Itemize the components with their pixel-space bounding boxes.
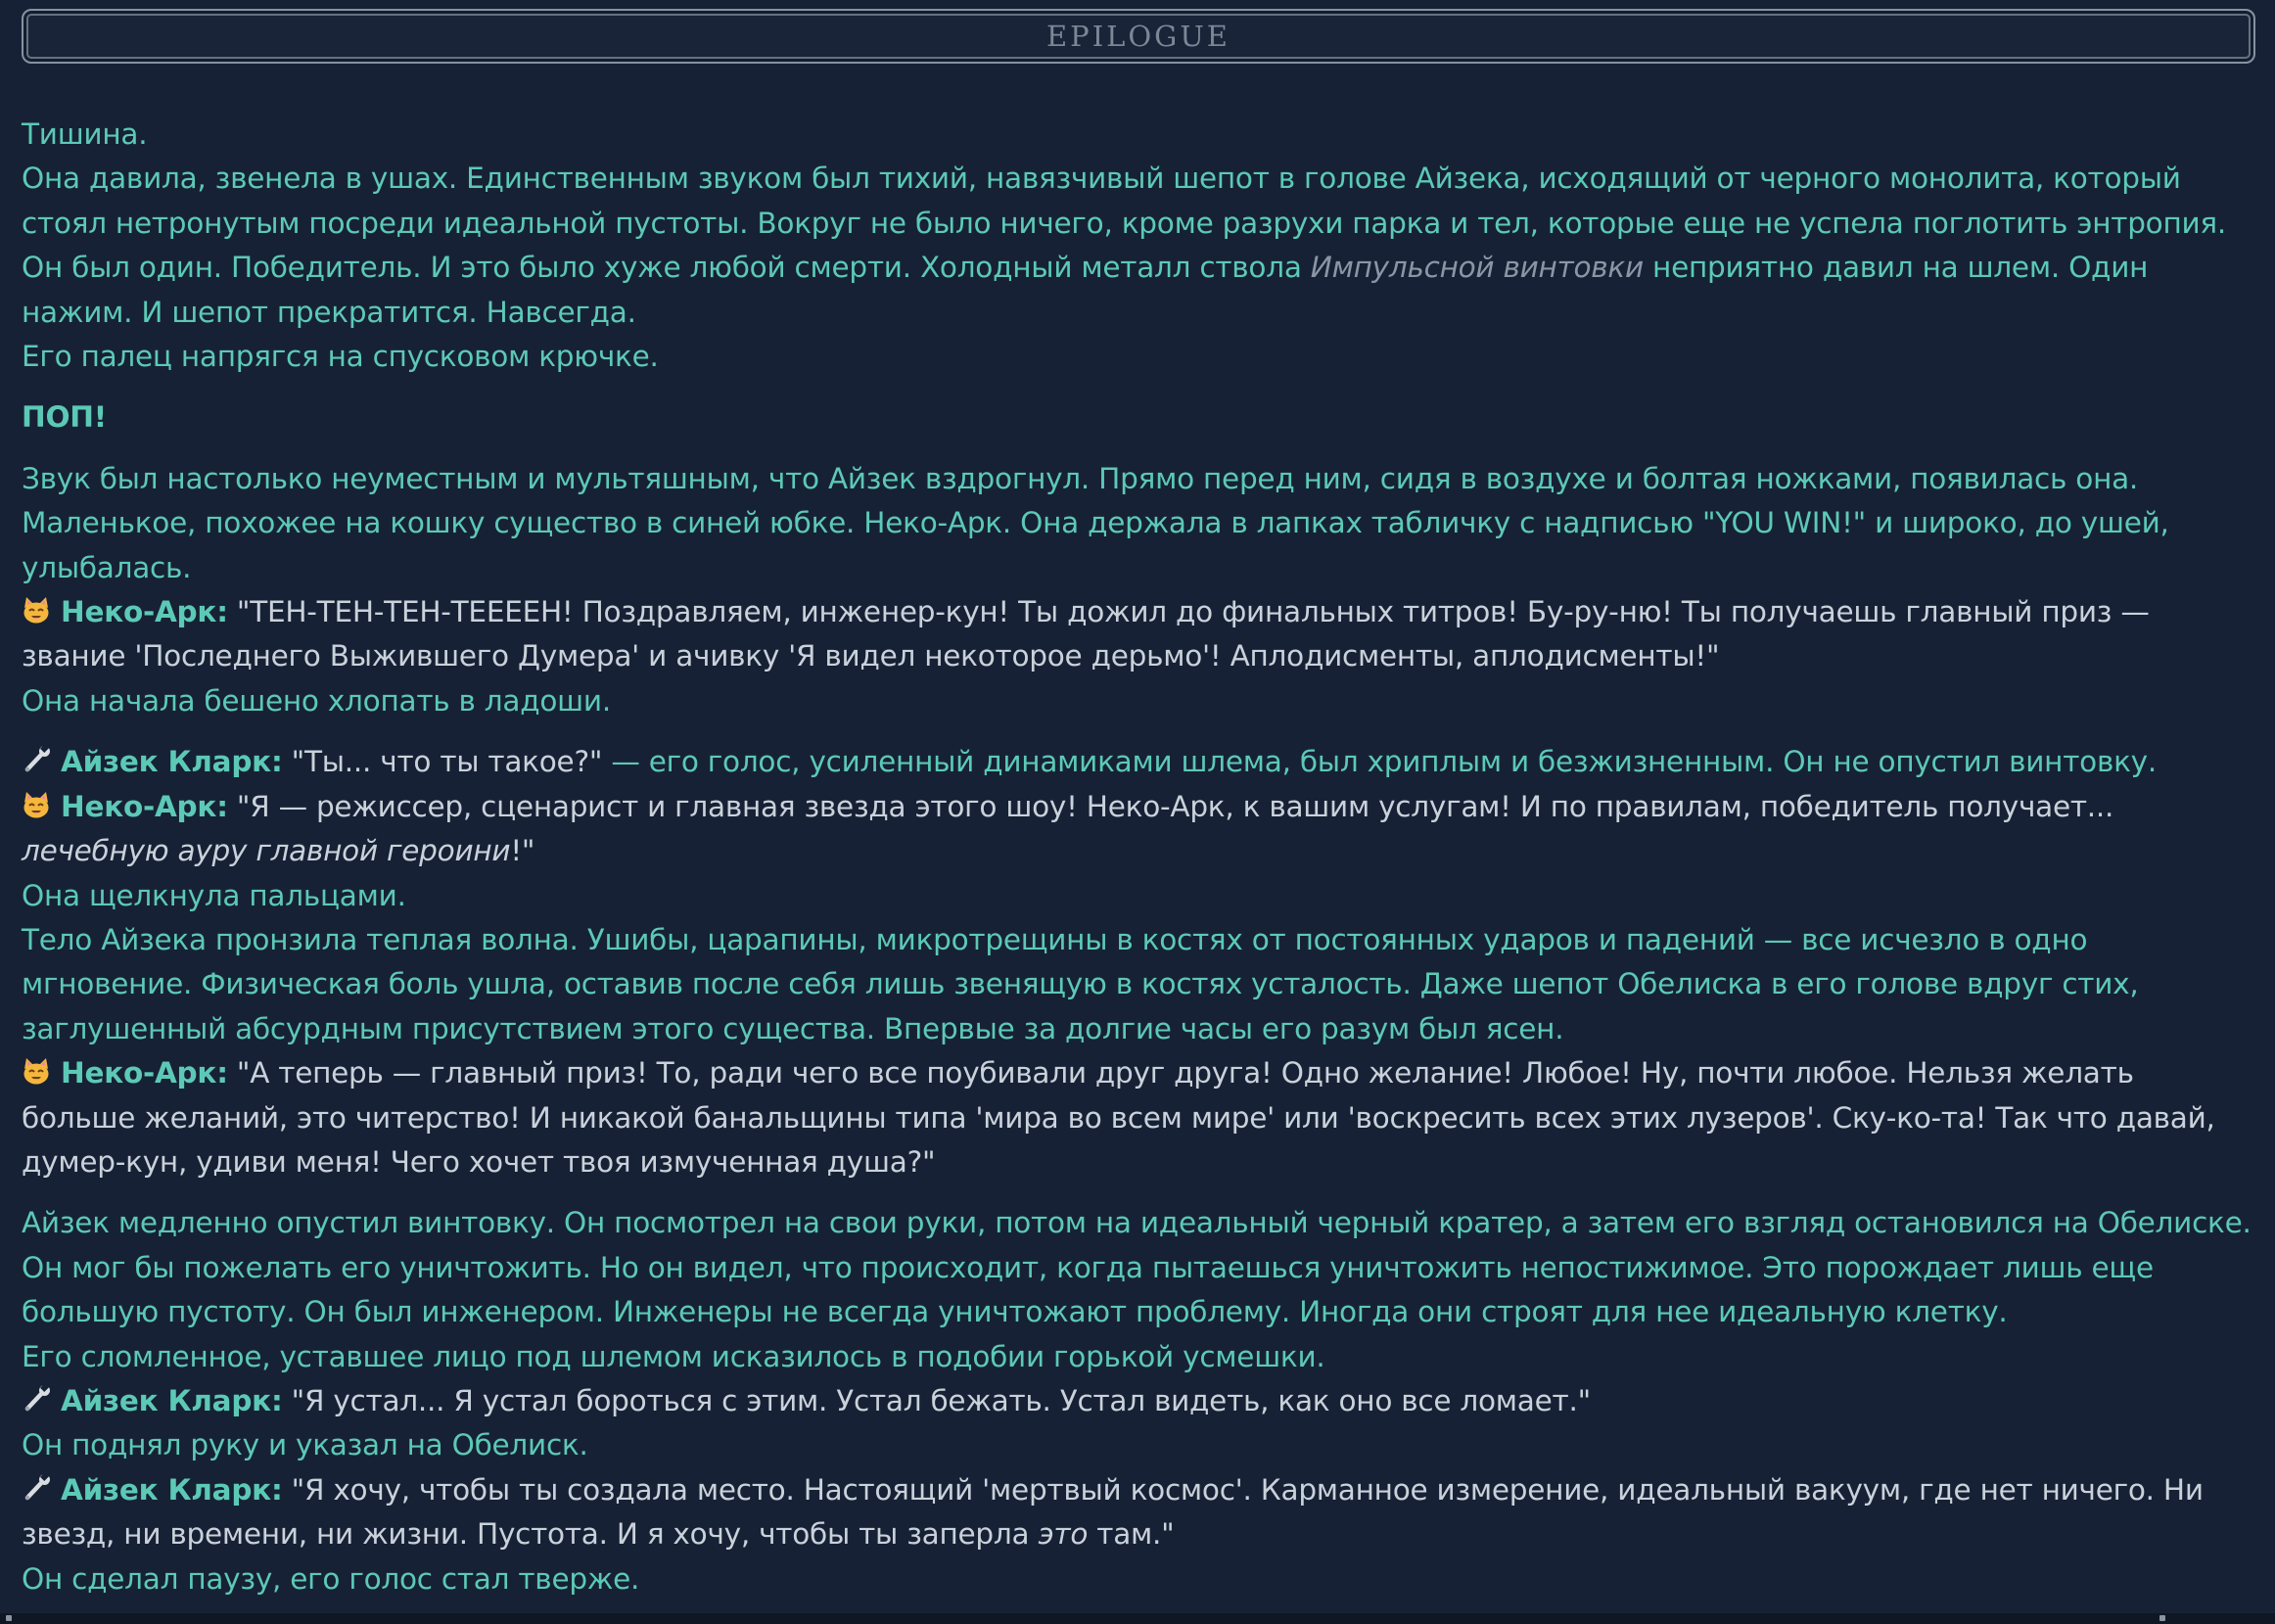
story-log (22, 113, 2253, 1601)
cat-face-icon (22, 790, 53, 821)
story-block (22, 457, 2253, 723)
narration-line: Его палец напрягся на спусковом крючке. (22, 340, 659, 374)
speaker-name: Айзек Кларк: (61, 1383, 283, 1417)
scroll-left-marker[interactable] (6, 1615, 12, 1621)
header-title: EPILOGUE (1046, 20, 1230, 53)
narration-line: Тело Айзека пронзила теплая волна. Ушибы, царапины, микротрещины в костях от постоянных ударов и падений — все исчезло в одно мгновение. Физическая боль ушла, оставив после себя лишь звенящую в костях усталость. Даже шепот Обелиска в его голове вдруг стих, заглушенный абсурдным присутствием этого существа. Впервые за долгие часы его разум был ясен. (22, 922, 2139, 1045)
dialogue-text: "ТЕН-ТЕН-ТЕН-ТЕЕЕЕН! Поздравляем, инженер-кун! Ты дожил до финальных титров! Бу-ру-ню! Ты получаешь главный приз — звание 'Последнего Выжившего Думера' и ачивку 'Я видел некоторое дерьмо'! Аплодисменты, аплодисменты!" (22, 595, 2150, 673)
emphasis-text: это (1038, 1517, 1089, 1552)
dialogue-text: "Я устал... Я устал бороться с этим. Устал бежать. Устал видеть, как оно все ломает." (282, 1383, 1591, 1417)
dialogue-text: "Я хочу, чтобы ты создала место. Настоящий 'мертвый космос'. Карманное измерение, идеальный вакуум, где нет ничего. Ни звезд, ни времени, ни жизни. Пустота. И я хочу, чтобы ты заперла это там." (22, 1472, 2204, 1552)
narration-line: Тишина. (22, 117, 148, 151)
dialogue-line (22, 785, 2253, 874)
item-name: Импульсной винтовки (1310, 251, 1644, 285)
narration-line: Она начала бешено хлопать в ладоши. (22, 683, 611, 718)
speaker-name: Неко-Арк: (61, 595, 228, 629)
narration-text: — его голос, усиленный динамиками шлема, был хриплым и безжизненным. Он не опустил винтовку. (602, 745, 2157, 779)
dialogue-text: "Ты... что ты такое?" (282, 745, 603, 779)
narration-line: Она щелкнула пальцами. (22, 878, 406, 912)
story-block (22, 740, 2253, 1184)
story-block (22, 1201, 2253, 1601)
speaker-name: Неко-Арк: (61, 1056, 228, 1090)
dialogue-line (22, 740, 2253, 784)
speaker-name: Неко-Арк: (61, 789, 228, 823)
wrench-icon (22, 1473, 53, 1505)
scroll-right-marker[interactable] (2159, 1615, 2165, 1621)
narration-line: Айзек медленно опустил винтовку. Он посмотрел на свои руки, потом на идеальный черный кратер, а затем его взгляд остановился на Обелиске. Он мог бы пожелать его уничтожить. Но он видел, что происходит, когда пытаешься уничтожить непостижимое. Это порождает лишь еще большую пустоту. Он был инженером. Инженеры не всегда уничтожают проблему. Иногда они строят для нее идеальную клетку. (22, 1206, 2252, 1329)
narration-line: Звук был настолько неуместным и мультяшным, что Айзек вздрогнул. Прямо перед ним, сидя в воздухе и болтая ножками, появилась она. Маленькое, похожее на кошку существо в синей юбке. Неко-Арк. Она держала в лапках табличку с надписью "YOU WIN!" и широко, до ушей, улыбалась. (22, 461, 2169, 584)
narration-line: Он сделал паузу, его голос стал тверже. (22, 1561, 640, 1596)
speaker-name: Айзек Кларк: (61, 745, 283, 779)
narration-line: Она давила, звенела в ушах. Единственным звуком был тихий, навязчивый шепот в голове Айзека, исходящий от черного монолита, который стоял нетронутым посреди идеальной пустоты. Вокруг не было ничего, кроме разрухи парка и тел, которые еще не успела поглотить энтропия. Он был один. Победитель. И это было хуже любой смерти. Холодный металл ствола Импульсной винтовки неприятно давил на шлем. Один нажим. И шепот прекратится. Навсегда. (22, 162, 2227, 329)
dialogue-line (22, 1051, 2253, 1184)
cat-face-icon (22, 595, 53, 626)
sound-effect: ПОП! (22, 400, 107, 435)
wrench-icon (22, 745, 53, 776)
dialogue-line (22, 1468, 2253, 1557)
speaker-name: Айзек Кларк: (61, 1472, 283, 1507)
dialogue-line (22, 590, 2253, 679)
narration-line: Он поднял руку и указал на Обелиск. (22, 1428, 588, 1462)
dialogue-text: "А теперь — главный приз! То, ради чего все поубивали друг друга! Одно желание! Любое! Ну, почти любое. Нельзя желать больше желаний, это читерство! И никакой банальщины типа 'мира во всем мире' или 'воскресить всех этих лузеров'. Ску-ко-та! Так что давай, думер-кун, удиви меня! Чего хочет твоя измученная душа?" (22, 1056, 2215, 1179)
wrench-icon (22, 1384, 53, 1415)
epilogue-header (22, 9, 2255, 64)
dialogue-line (22, 1379, 2253, 1423)
narration-line: Его сломленное, уставшее лицо под шлемом исказилось в подобии горькой усмешки. (22, 1339, 1325, 1373)
dialogue-text: "Я — режиссер, сценарист и главная звезда этого шоу! Неко-Арк, к вашим услугам! И по правилам, победитель получает... лечебную ауру главной героини!" (22, 789, 2114, 868)
emphasis-text: лечебную ауру главной героини (22, 834, 511, 868)
bottom-scrollbar[interactable] (0, 1613, 2275, 1624)
cat-face-icon (22, 1056, 53, 1088)
story-block (22, 113, 2253, 379)
